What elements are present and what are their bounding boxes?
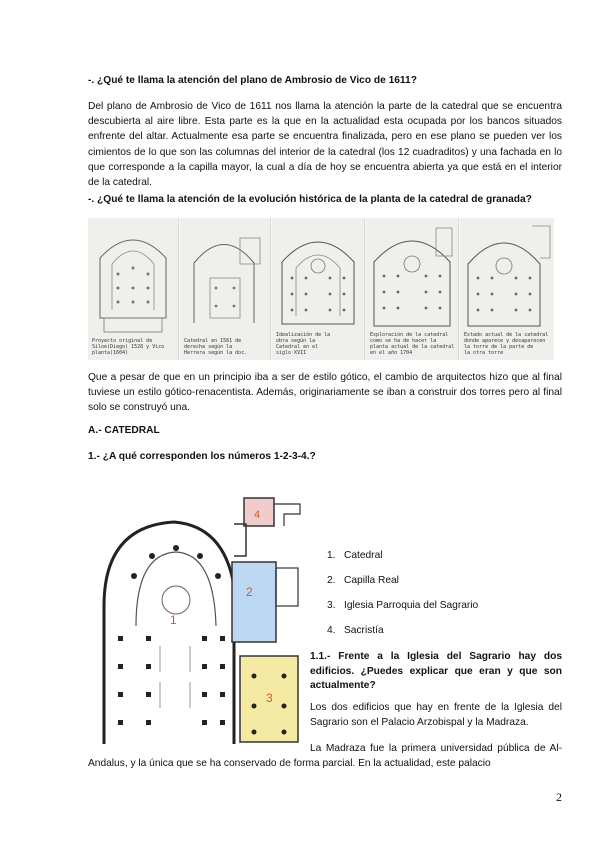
list-number: 3. — [327, 600, 336, 611]
list-number: 1. — [327, 550, 336, 561]
cathedral-floor-plan — [94, 496, 306, 744]
plan-label-1: 1 — [170, 613, 177, 627]
list-label: Capilla Real — [344, 575, 399, 586]
plan-panel-5 — [460, 218, 554, 360]
list-label: Sacristía — [344, 625, 384, 636]
list-item-sagrario — [327, 599, 478, 613]
list-item-capilla-real — [327, 574, 399, 588]
plan-caption-1: Proyecto original de Siloe(Diego) 1528 y Vico planta(1604) — [92, 338, 165, 356]
question-numbers: 1.- ¿A qué corresponden los números 1-2-3-4.? — [88, 451, 316, 462]
answer-evolution: Que a pesar de que en un principio iba a ser de estilo gótico, el cambio de arquitectos hizo que al final tuviese un estilo gótico-renacentista. Además, originariamente se iban a construir dos torres pero al final solo se construyó una. — [88, 372, 562, 414]
plan-caption-4: Exploración de la catedral como se ha de hacer la planta actual de la catedral en el año 1704 — [370, 332, 455, 356]
plan-panel-2 — [180, 218, 271, 360]
list-label: Iglesia Parroquia del Sagrario — [344, 600, 479, 611]
plan-label-2: 2 — [246, 585, 253, 599]
plan-label-4: 4 — [254, 509, 261, 521]
answer-madraza: La Madraza fue la primera universidad pública de Al-Andalus, y la única que se ha conservado de forma parcial. En la actualidad, este palacio — [88, 743, 562, 770]
list-number: 2. — [327, 575, 336, 586]
section-title-catedral: A.- CATEDRAL — [88, 425, 160, 436]
question-vico-plan: -. ¿Qué te llama la atención del plano de Ambrosio de Vico de 1611? — [88, 75, 417, 86]
page-number: 2 — [556, 790, 562, 804]
answer-vico-plan: Del plano de Ambrosio de Vico de 1611 nos llama la atención la parte de la catedral que se encuentra descubierta al aire libre. Esta parte es la que en la actualidad esta ocupada por los bancos situados enfrente del altar. Actualmente esa parte se encuentra finalizada, pero en ese plano se pueden ver los cimientos de lo que son las columnas del interior de la catedral (los 12 cuadraditos) y una fachada en lo que corresponde a la capilla mayor, la cual a día de hoy se encuentra abierta ya que está en el interior de la catedral. — [88, 101, 562, 189]
list-number: 4. — [327, 625, 336, 636]
list-item-sacristia — [327, 624, 384, 638]
plan-panel-3 — [272, 218, 365, 360]
plan-panel-4 — [366, 218, 459, 360]
plan-caption-2: Catedral en 1561 de derecha según la Herrera según la doc. — [184, 338, 248, 356]
list-item-catedral — [327, 549, 383, 563]
plan-label-3: 3 — [266, 691, 273, 705]
answer-buildings: Los dos edificios que hay en frente de la Iglesia del Sagrario son el Palacio Arzobispal y la Madraza. — [310, 702, 562, 729]
plan-panel-1 — [88, 218, 179, 360]
list-label: Catedral — [344, 550, 383, 561]
historic-plans-figure — [88, 218, 554, 360]
question-evolution: -. ¿Qué te llama la atención de la evolución histórica de la planta de la catedral de granada? — [88, 194, 532, 205]
plan-caption-5: Estado actual de la catedral donde aparece y desaparecen la torre de la parte de la otra torre — [464, 332, 549, 356]
question-buildings: 1.1.- Frente a la Iglesia del Sagrario hay dos edificios. ¿Puedes explicar que eran y que son actualmente? — [310, 651, 562, 691]
plan-caption-3: Idealización de la obra según la Catedral en el siglo XVII — [276, 332, 331, 356]
